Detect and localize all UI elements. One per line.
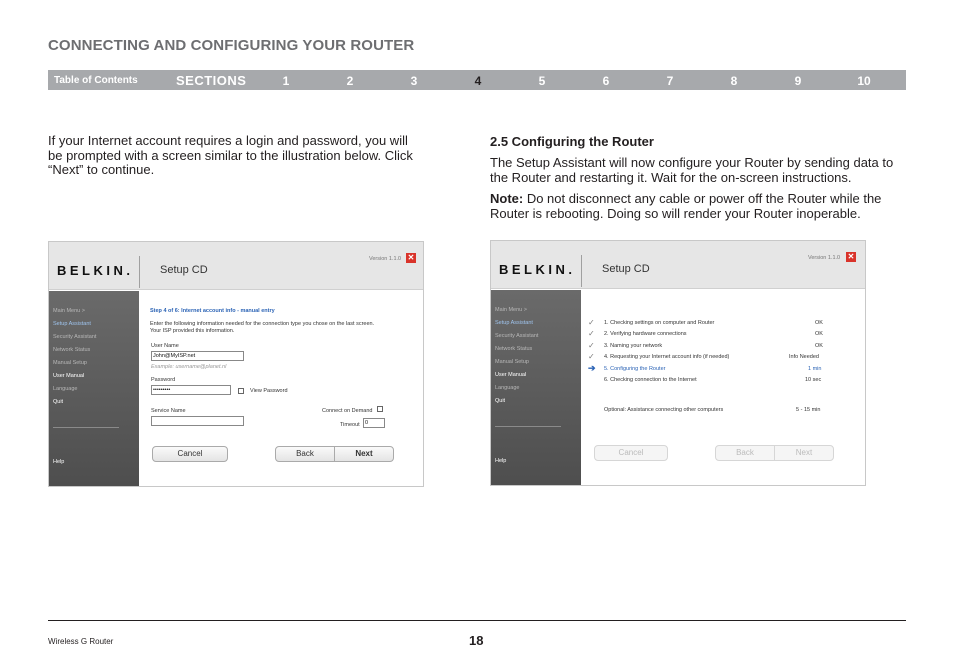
view-password-checkbox[interactable]: [238, 388, 244, 394]
nav-section-10[interactable]: 10: [857, 74, 871, 88]
user-name-input[interactable]: John@MyISP.net: [151, 351, 244, 361]
note-text: Do not disconnect any cable or power off the Router while the Router is rebooting. Doing so will render your Router inoperable.: [490, 191, 882, 221]
next-button[interactable]: Next: [774, 445, 834, 461]
sidebar-item-manual-setup[interactable]: Manual Setup: [495, 359, 529, 365]
sidebar-item-help[interactable]: Help: [53, 459, 65, 465]
user-name-label: User Name: [151, 343, 179, 349]
connect-on-demand-label: Connect on Demand: [322, 408, 373, 414]
version-label: Version 1.1.0: [808, 255, 841, 261]
nav-section-4[interactable]: 4: [474, 74, 482, 88]
nav-section-3[interactable]: 3: [410, 74, 418, 88]
sidebar-item-main-menu[interactable]: Main Menu >: [53, 308, 85, 314]
instructions-line-2: Your ISP provided this information.: [150, 328, 235, 334]
step-5-status: 1 min: [808, 366, 822, 372]
connect-on-demand-checkbox[interactable]: [377, 406, 383, 412]
step-4-status: Info Needed: [789, 354, 819, 360]
app-sidebar: [49, 291, 139, 486]
close-icon[interactable]: ✕: [407, 253, 415, 262]
close-icon[interactable]: ✕: [847, 252, 855, 261]
step-title: Step 4 of 6: Internet account info - manual entry: [150, 308, 275, 314]
note-label: Note:: [490, 191, 524, 206]
service-name-input[interactable]: [151, 416, 244, 426]
step-1-status: OK: [815, 320, 823, 326]
app-header: [491, 241, 865, 289]
sidebar-item-quit[interactable]: Quit: [495, 398, 506, 404]
logo-divider: [139, 256, 140, 288]
footer-product-name: Wireless G Router: [48, 637, 114, 646]
table-of-contents-link[interactable]: Table of Contents: [54, 75, 138, 86]
configuring-screen-illustration: [490, 240, 866, 486]
footer-divider: [48, 620, 906, 621]
belkin-logo: BELKIN.: [57, 263, 134, 278]
step-5-label: 5. Configuring the Router: [604, 366, 666, 372]
sections-nav-bar: [48, 70, 906, 90]
belkin-logo: BELKIN.: [499, 262, 576, 277]
step-4-label: 4. Requesting your Internet account info (if needed): [604, 354, 730, 360]
app-title: Setup CD: [160, 264, 208, 276]
sidebar-item-setup-assistant[interactable]: Setup Assistant: [53, 321, 91, 327]
sidebar-item-setup-assistant[interactable]: Setup Assistant: [495, 320, 533, 326]
nav-section-7[interactable]: 7: [666, 74, 674, 88]
section-heading: 2.5 Configuring the Router: [490, 134, 654, 149]
app-sidebar: [491, 290, 581, 485]
app-header: [49, 242, 423, 290]
login-screen-illustration: [48, 241, 424, 487]
sidebar-item-security-assistant[interactable]: Security Assistant: [53, 334, 97, 340]
sidebar-item-network-status[interactable]: Network Status: [495, 346, 533, 352]
step-6-label: 6. Checking connection to the Internet: [604, 377, 697, 383]
step-3-status: OK: [815, 343, 823, 349]
login-intro-paragraph: If your Internet account requires a login and password, you will be prompted with a screen similar to the illustration below. Click “Next” to continue.: [48, 133, 413, 177]
sidebar-item-help[interactable]: Help: [495, 458, 507, 464]
sidebar-item-user-manual[interactable]: User Manual: [495, 372, 527, 378]
step-3-label: 3. Naming your network: [604, 343, 663, 349]
sidebar-item-main-menu[interactable]: Main Menu >: [495, 307, 527, 313]
instructions-line-1: Enter the following information needed for the connection type you chose on the last screen.: [150, 321, 375, 327]
step-2-check-icon: ✓: [588, 329, 595, 338]
view-password-label: View Password: [250, 388, 288, 394]
sidebar-item-manual-setup[interactable]: Manual Setup: [53, 360, 87, 366]
step-2-label: 2. Verifying hardware connections: [604, 331, 687, 337]
service-name-label: Service Name: [151, 408, 186, 414]
back-button[interactable]: Back: [275, 446, 335, 462]
optional-status: 5 - 15 min: [796, 407, 821, 413]
step-1-label: 1. Checking settings on computer and Router: [604, 320, 715, 326]
next-button[interactable]: Next: [334, 446, 394, 462]
sidebar-item-language[interactable]: Language: [53, 386, 78, 392]
logo-divider: [581, 255, 582, 287]
cancel-button[interactable]: Cancel: [152, 446, 228, 462]
step-6-status: 10 sec: [805, 377, 822, 383]
page-number: 18: [469, 633, 484, 648]
sidebar-item-security-assistant[interactable]: Security Assistant: [495, 333, 539, 339]
sidebar-item-user-manual[interactable]: User Manual: [53, 373, 85, 379]
version-label: Version 1.1.0: [369, 256, 402, 262]
timeout-label: Timeout: [340, 422, 360, 428]
password-input[interactable]: •••••••••: [151, 385, 231, 395]
note-paragraph: [490, 192, 900, 221]
nav-section-8[interactable]: 8: [730, 74, 738, 88]
back-button[interactable]: Back: [715, 445, 775, 461]
timeout-input[interactable]: 0: [363, 418, 385, 428]
step-2-status: OK: [815, 331, 823, 337]
configuring-paragraph: The Setup Assistant will now configure your Router by sending data to the Router and restarting it. Wait for the on-screen instructions.: [490, 155, 894, 185]
page-header-title: CONNECTING AND CONFIGURING YOUR ROUTER: [48, 37, 415, 54]
step-5-arrow-icon: ➔: [588, 363, 596, 373]
sidebar-item-language[interactable]: Language: [495, 385, 520, 391]
password-label: Password: [151, 377, 176, 383]
sidebar-item-network-status[interactable]: Network Status: [53, 347, 91, 353]
nav-section-1[interactable]: 1: [282, 74, 290, 88]
optional-label: Optional: Assistance connecting other computers: [604, 407, 724, 413]
sidebar-divider: [53, 427, 119, 428]
sidebar-divider: [495, 426, 561, 427]
nav-section-6[interactable]: 6: [602, 74, 610, 88]
step-3-check-icon: ✓: [588, 341, 595, 350]
user-name-example: Example: username@planet.nl: [151, 364, 227, 370]
sections-label: SECTIONS: [176, 73, 247, 88]
sidebar-item-quit[interactable]: Quit: [53, 399, 64, 405]
step-1-check-icon: ✓: [588, 318, 595, 327]
step-4-check-icon: ✓: [588, 352, 595, 361]
app-title: Setup CD: [602, 263, 650, 275]
nav-section-2[interactable]: 2: [346, 74, 354, 88]
cancel-button[interactable]: Cancel: [594, 445, 668, 461]
nav-section-9[interactable]: 9: [794, 74, 802, 88]
nav-section-5[interactable]: 5: [538, 74, 546, 88]
